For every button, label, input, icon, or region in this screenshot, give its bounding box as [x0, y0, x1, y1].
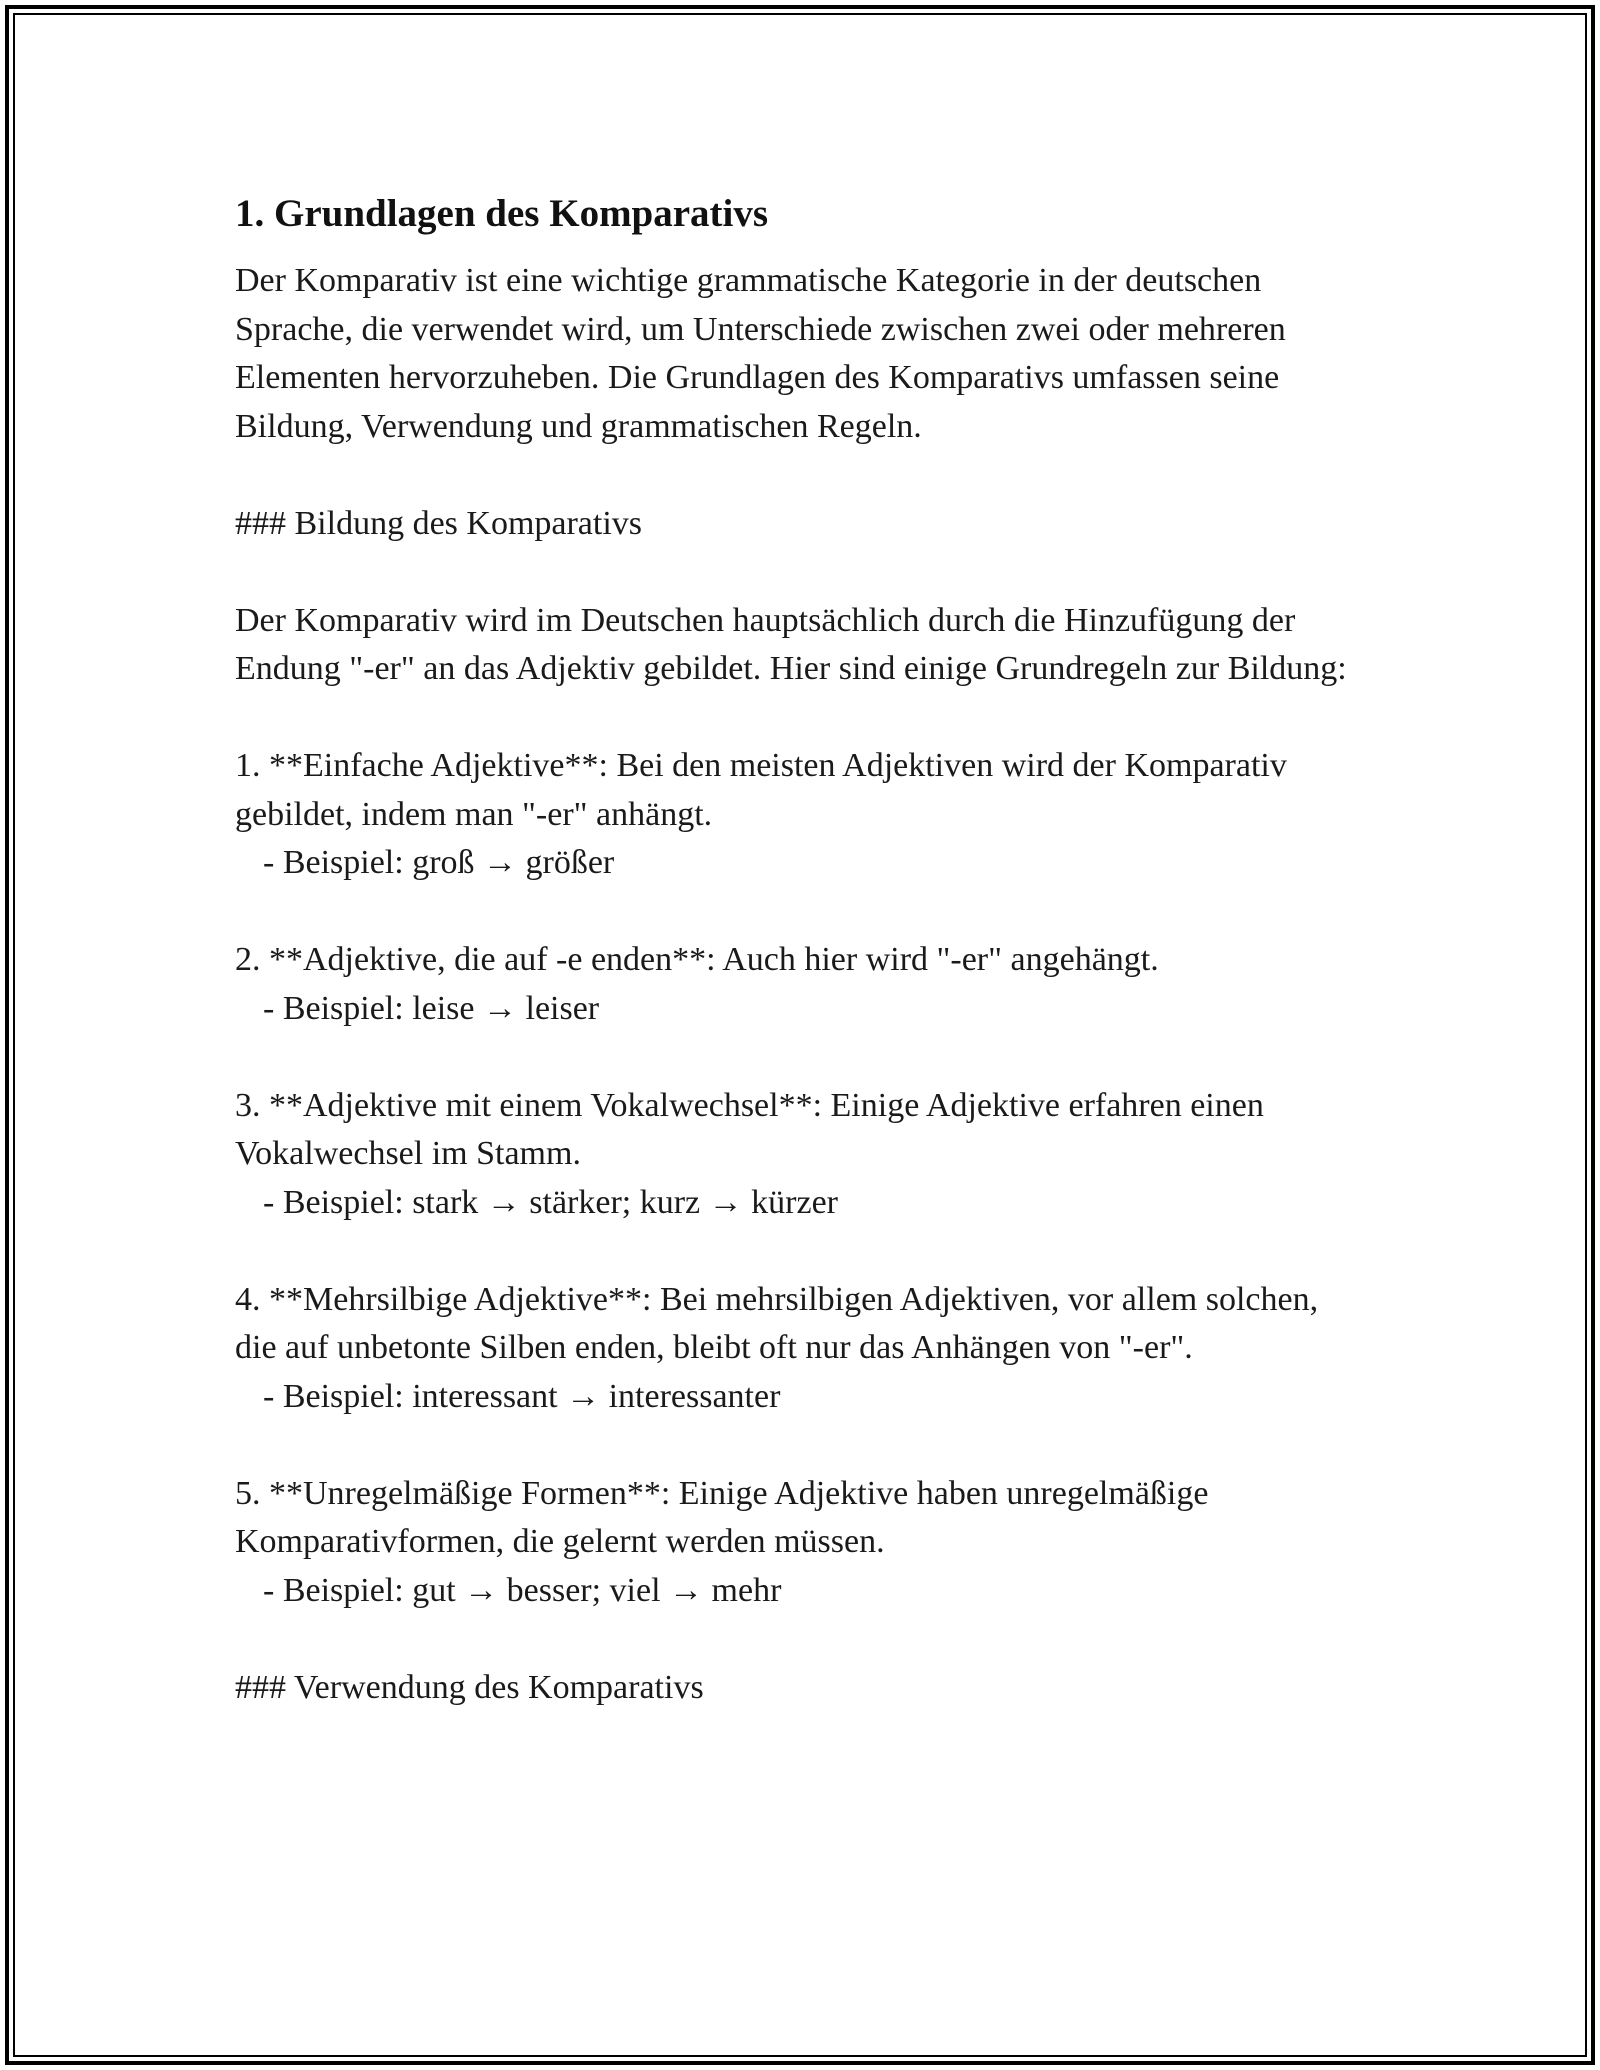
section-heading: 1. Grundlagen des Komparativs [235, 192, 769, 235]
rule-example: - Beispiel: gut → besser; viel → mehr [263, 1571, 782, 1609]
rule-text: 2. **Adjektive, die auf -e enden**: Auch hier wird "-er" angehängt. [235, 941, 1159, 978]
rule-item-2 [235, 936, 1365, 1033]
rule-example: - Beispiel: leise → leiser [263, 989, 600, 1027]
rule-item-3 [235, 1082, 1365, 1228]
rule-item-4 [235, 1276, 1365, 1422]
subheading-bildung: ### Bildung des Komparativs [235, 504, 643, 542]
rule-example: - Beispiel: interessant → interessanter [263, 1377, 781, 1415]
rule-text: 4. **Mehrsilbige Adjektive**: Bei mehrsilbigen Adjektiven, vor allem solchen, die auf unbetonte Silben enden, bleibt oft nur das Anhängen von "-er". [235, 1280, 1327, 1366]
rule-item-5 [235, 1470, 1365, 1616]
rule-text: 3. **Adjektive mit einem Vokalwechsel**: Einige Adjektive erfahren einen Vokalwechsel im Stamm. [235, 1086, 1272, 1172]
rule-item-1 [235, 742, 1365, 888]
rule-example: - Beispiel: groß → größer [263, 844, 615, 881]
subheading-verwendung: ### Verwendung des Komparativs [235, 1668, 704, 1706]
rule-text: 5. **Unregelmäßige Formen**: Einige Adjektive haben unregelmäßige Komparativformen, die gelernt werden müssen. [235, 1474, 1217, 1560]
intro-paragraph: Der Komparativ ist eine wichtige grammatische Kategorie in der deutschen Sprache, die verwendet wird, um Unterschiede zwischen zwei oder mehreren Elementen hervorzuheben. Die Grundlagen des Komparativs umfassen seine Bildung, Verwendung und grammatischen Regeln. [235, 262, 1295, 445]
bildung-intro-paragraph: Der Komparativ wird im Deutschen hauptsächlich durch die Hinzufügung der Endung "-er" an das Adjektiv gebildet. Hier sind einige Grundregeln zur Bildung: [235, 601, 1347, 687]
rule-example: - Beispiel: stark → stärker; kurz → kürzer [263, 1183, 838, 1221]
rule-text: 1. **Einfache Adjektive**: Bei den meisten Adjektiven wird der Komparativ gebildet, indem man "-er" anhängt. [235, 747, 1296, 833]
document-body [235, 187, 1365, 1712]
